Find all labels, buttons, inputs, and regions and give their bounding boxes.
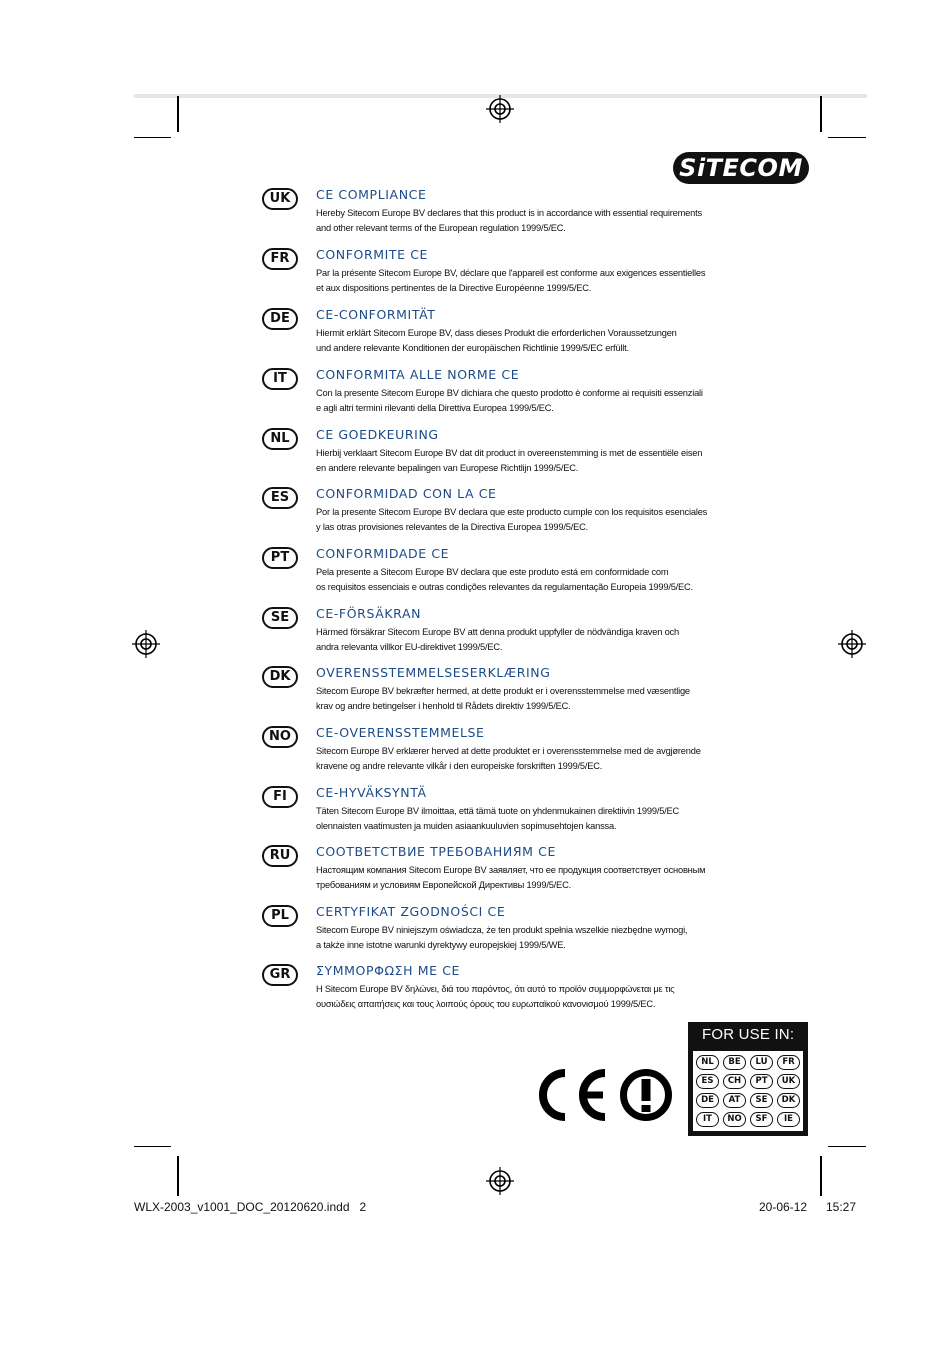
text-line: Настоящим компания Sitecom Europe BV заявляет, что ее продукция соответствует основным [316, 865, 706, 875]
country-code: ES [696, 1074, 719, 1089]
section-title: ΣΥΜΜΟΡΦΩΣΗ ΜΕ CE [316, 963, 461, 978]
ce-mark-icon [535, 1068, 609, 1122]
crop-mark [134, 137, 171, 138]
country-badge: ES [262, 487, 298, 509]
country-code: PT [750, 1074, 773, 1089]
section-title: OVERENSSTEMMELSESERKLÆRING [316, 665, 551, 680]
text-line: Sitecom Europe BV niniejszym oświadcza, że ten produkt spełnia wszelkie niezbędne wymogi, [316, 925, 688, 935]
for-use-in-title: FOR USE IN: [702, 1026, 795, 1043]
crop-mark [177, 1156, 179, 1196]
country-badge: NO [262, 726, 298, 748]
crop-mark [828, 1146, 866, 1147]
country-badge: RU [262, 845, 298, 867]
text-line: Η Sitecom Europe BV δηλώνει, διά του παρόντος, ότι αυτό το προϊόν συμμορφώνεται με τις [316, 984, 675, 994]
text-line: a także inne istotne warunki dyrektywy europejskiej 1999/5/WE. [316, 940, 566, 950]
section-text [316, 804, 756, 834]
section-text [316, 326, 756, 356]
text-line: Pela presente a Sitecom Europe BV declara que este produto está em conformidade com [316, 567, 669, 577]
text-line: Hierbij verklaart Sitecom Europe BV dat dit product in overeenstemming is met de essentiële eisen [316, 448, 703, 458]
section-text [316, 982, 756, 1012]
country-badge: FI [262, 786, 298, 808]
registration-mark-icon [486, 1167, 514, 1195]
section-title: CERTYFIKAT ZGODNOŚCI CE [316, 904, 506, 919]
country-badge: FR [262, 248, 298, 270]
section-text [316, 386, 756, 416]
crop-mark [177, 96, 179, 132]
country-badge: PL [262, 905, 298, 927]
text-line: требованиям и условиям Европейской Директивы 1999/5/EC. [316, 880, 571, 890]
country-code: DE [696, 1093, 719, 1108]
text-line: olennaisten vaatimusten ja muiden asiaankuuluvien sopimusehtojen kanssa. [316, 821, 617, 831]
section-text [316, 446, 756, 476]
country-badge: IT [262, 368, 298, 390]
country-badge: NL [262, 428, 298, 450]
country-code: SE [750, 1093, 773, 1108]
text-line: y las otras provisiones relevantes de la Directiva Europea 1999/5/EC. [316, 522, 588, 532]
text-line: Por la presente Sitecom Europe BV declara que este producto cumple con los requisitos esenciales [316, 507, 708, 517]
text-line: Hereby Sitecom Europe BV declares that this product is in accordance with essential requirements [316, 208, 702, 218]
section-title: CONFORMIDAD CON LA CE [316, 486, 497, 501]
text-line: und andere relevante Konditionen der europäischen Richtlinie 1999/5/EC erfüllt. [316, 343, 629, 353]
country-grid [693, 1051, 803, 1131]
text-line: en andere relevante bepalingen van Europese Richtlijn 1999/5/EC. [316, 463, 579, 473]
country-code: NL [696, 1055, 719, 1070]
registration-mark-icon [486, 95, 514, 123]
text-line: kravene og andre relevante vilkår i den europeiske forskriften 1999/5/EC. [316, 761, 603, 771]
text-line: Sitecom Europe BV erklærer herved at dette produktet er i overensstemmelse med de avgjørende [316, 746, 701, 756]
registration-mark-icon [838, 630, 866, 658]
section-title: CONFORMITA ALLE NORME CE [316, 367, 520, 382]
section-title: CONFORMITE CE [316, 247, 429, 262]
section-text [316, 744, 756, 774]
country-badge: DE [262, 308, 298, 330]
section-title: СООТВЕТСТВИЕ ТРЕБОВАНИЯМ CE [316, 844, 556, 859]
country-code: NO [723, 1112, 746, 1127]
text-line: et aux dispositions pertinentes de la Directive Européenne 1999/5/EC. [316, 283, 592, 293]
section-title: CE-OVERENSSTEMMELSE [316, 725, 485, 740]
file-slug: WLX-2003_v1001_DOC_20120620.indd 2 [134, 1200, 367, 1214]
slug-time: 15:27 [826, 1200, 857, 1214]
sitecom-logo: SiTECOM [673, 152, 809, 184]
text-line: krav og andre betingelser i henhold til Rådets direktiv 1999/5/EC. [316, 701, 571, 711]
crop-mark [828, 137, 866, 138]
section-text [316, 684, 756, 714]
country-badge: UK [262, 188, 298, 210]
text-line: Par la présente Sitecom Europe BV, déclare que l'appareil est conforme aux exigences essentielles [316, 268, 706, 278]
registration-mark-icon [132, 630, 160, 658]
country-badge: PT [262, 547, 298, 569]
country-code: IT [696, 1112, 719, 1127]
text-line: Con la presente Sitecom Europe BV dichiara che questo prodotto è conforme ai requisiti essenziali [316, 388, 703, 398]
section-text [316, 505, 756, 535]
crop-mark [820, 1156, 822, 1196]
text-line: and other relevant terms of the European regulation 1999/5/EC. [316, 223, 566, 233]
country-code: AT [723, 1093, 746, 1108]
section-title: CE GOEDKEURING [316, 427, 439, 442]
country-code: UK [777, 1074, 800, 1089]
text-line: e agli altri termini rilevanti della Direttiva Europea 1999/5/EC. [316, 403, 554, 413]
section-text [316, 565, 756, 595]
country-code: LU [750, 1055, 773, 1070]
country-badge: DK [262, 666, 298, 688]
country-code: CH [723, 1074, 746, 1089]
crop-mark [820, 96, 822, 132]
country-badge: GR [262, 964, 298, 986]
section-text [316, 625, 756, 655]
country-code: FR [777, 1055, 800, 1070]
text-line: andra relevanta villkor EU-direktivet 1999/5/EC. [316, 642, 503, 652]
text-line: os requisitos essenciais e outras condições relevantes da regulamentação Europeia 1999/5/EC. [316, 582, 693, 592]
section-title: CE-CONFORMITÄT [316, 307, 436, 322]
section-text [316, 206, 756, 236]
country-code: IE [777, 1112, 800, 1127]
country-code: BE [723, 1055, 746, 1070]
section-title: CE-FÖRSÄKRAN [316, 606, 422, 621]
country-badge: SE [262, 607, 298, 629]
text-line: Härmed försäkrar Sitecom Europe BV att denna produkt uppfyller de nödvändiga kraven och [316, 627, 679, 637]
country-code: SF [750, 1112, 773, 1127]
text-line: Täten Sitecom Europe BV ilmoittaa, että tämä tuote on yhdenmukainen direktiivin 1999/5/EC [316, 806, 680, 816]
section-text [316, 266, 756, 296]
text-line: ουσιώδεις απαιτήσεις και τους λοιπούς όρους του ευρωπαϊκού κανονισμού 1999/5/EC. [316, 999, 656, 1009]
section-text [316, 863, 756, 893]
for-use-in-box [688, 1022, 808, 1136]
crop-mark [134, 1146, 171, 1147]
section-title: CE COMPLIANCE [316, 187, 427, 202]
exclamation-circle-icon [619, 1068, 673, 1122]
section-title: CONFORMIDADE CE [316, 546, 450, 561]
section-text [316, 923, 756, 953]
text-line: Sitecom Europe BV bekræfter hermed, at dette produkt er i overensstemmelse med væsentlige [316, 686, 690, 696]
slug-date: 20-06-12 [759, 1200, 808, 1214]
section-title: CE-HYVÄKSYNTÄ [316, 785, 427, 800]
country-code: DK [777, 1093, 800, 1108]
text-line: Hiermit erklärt Sitecom Europe BV, dass dieses Produkt die erforderlichen Voraussetzungen [316, 328, 677, 338]
